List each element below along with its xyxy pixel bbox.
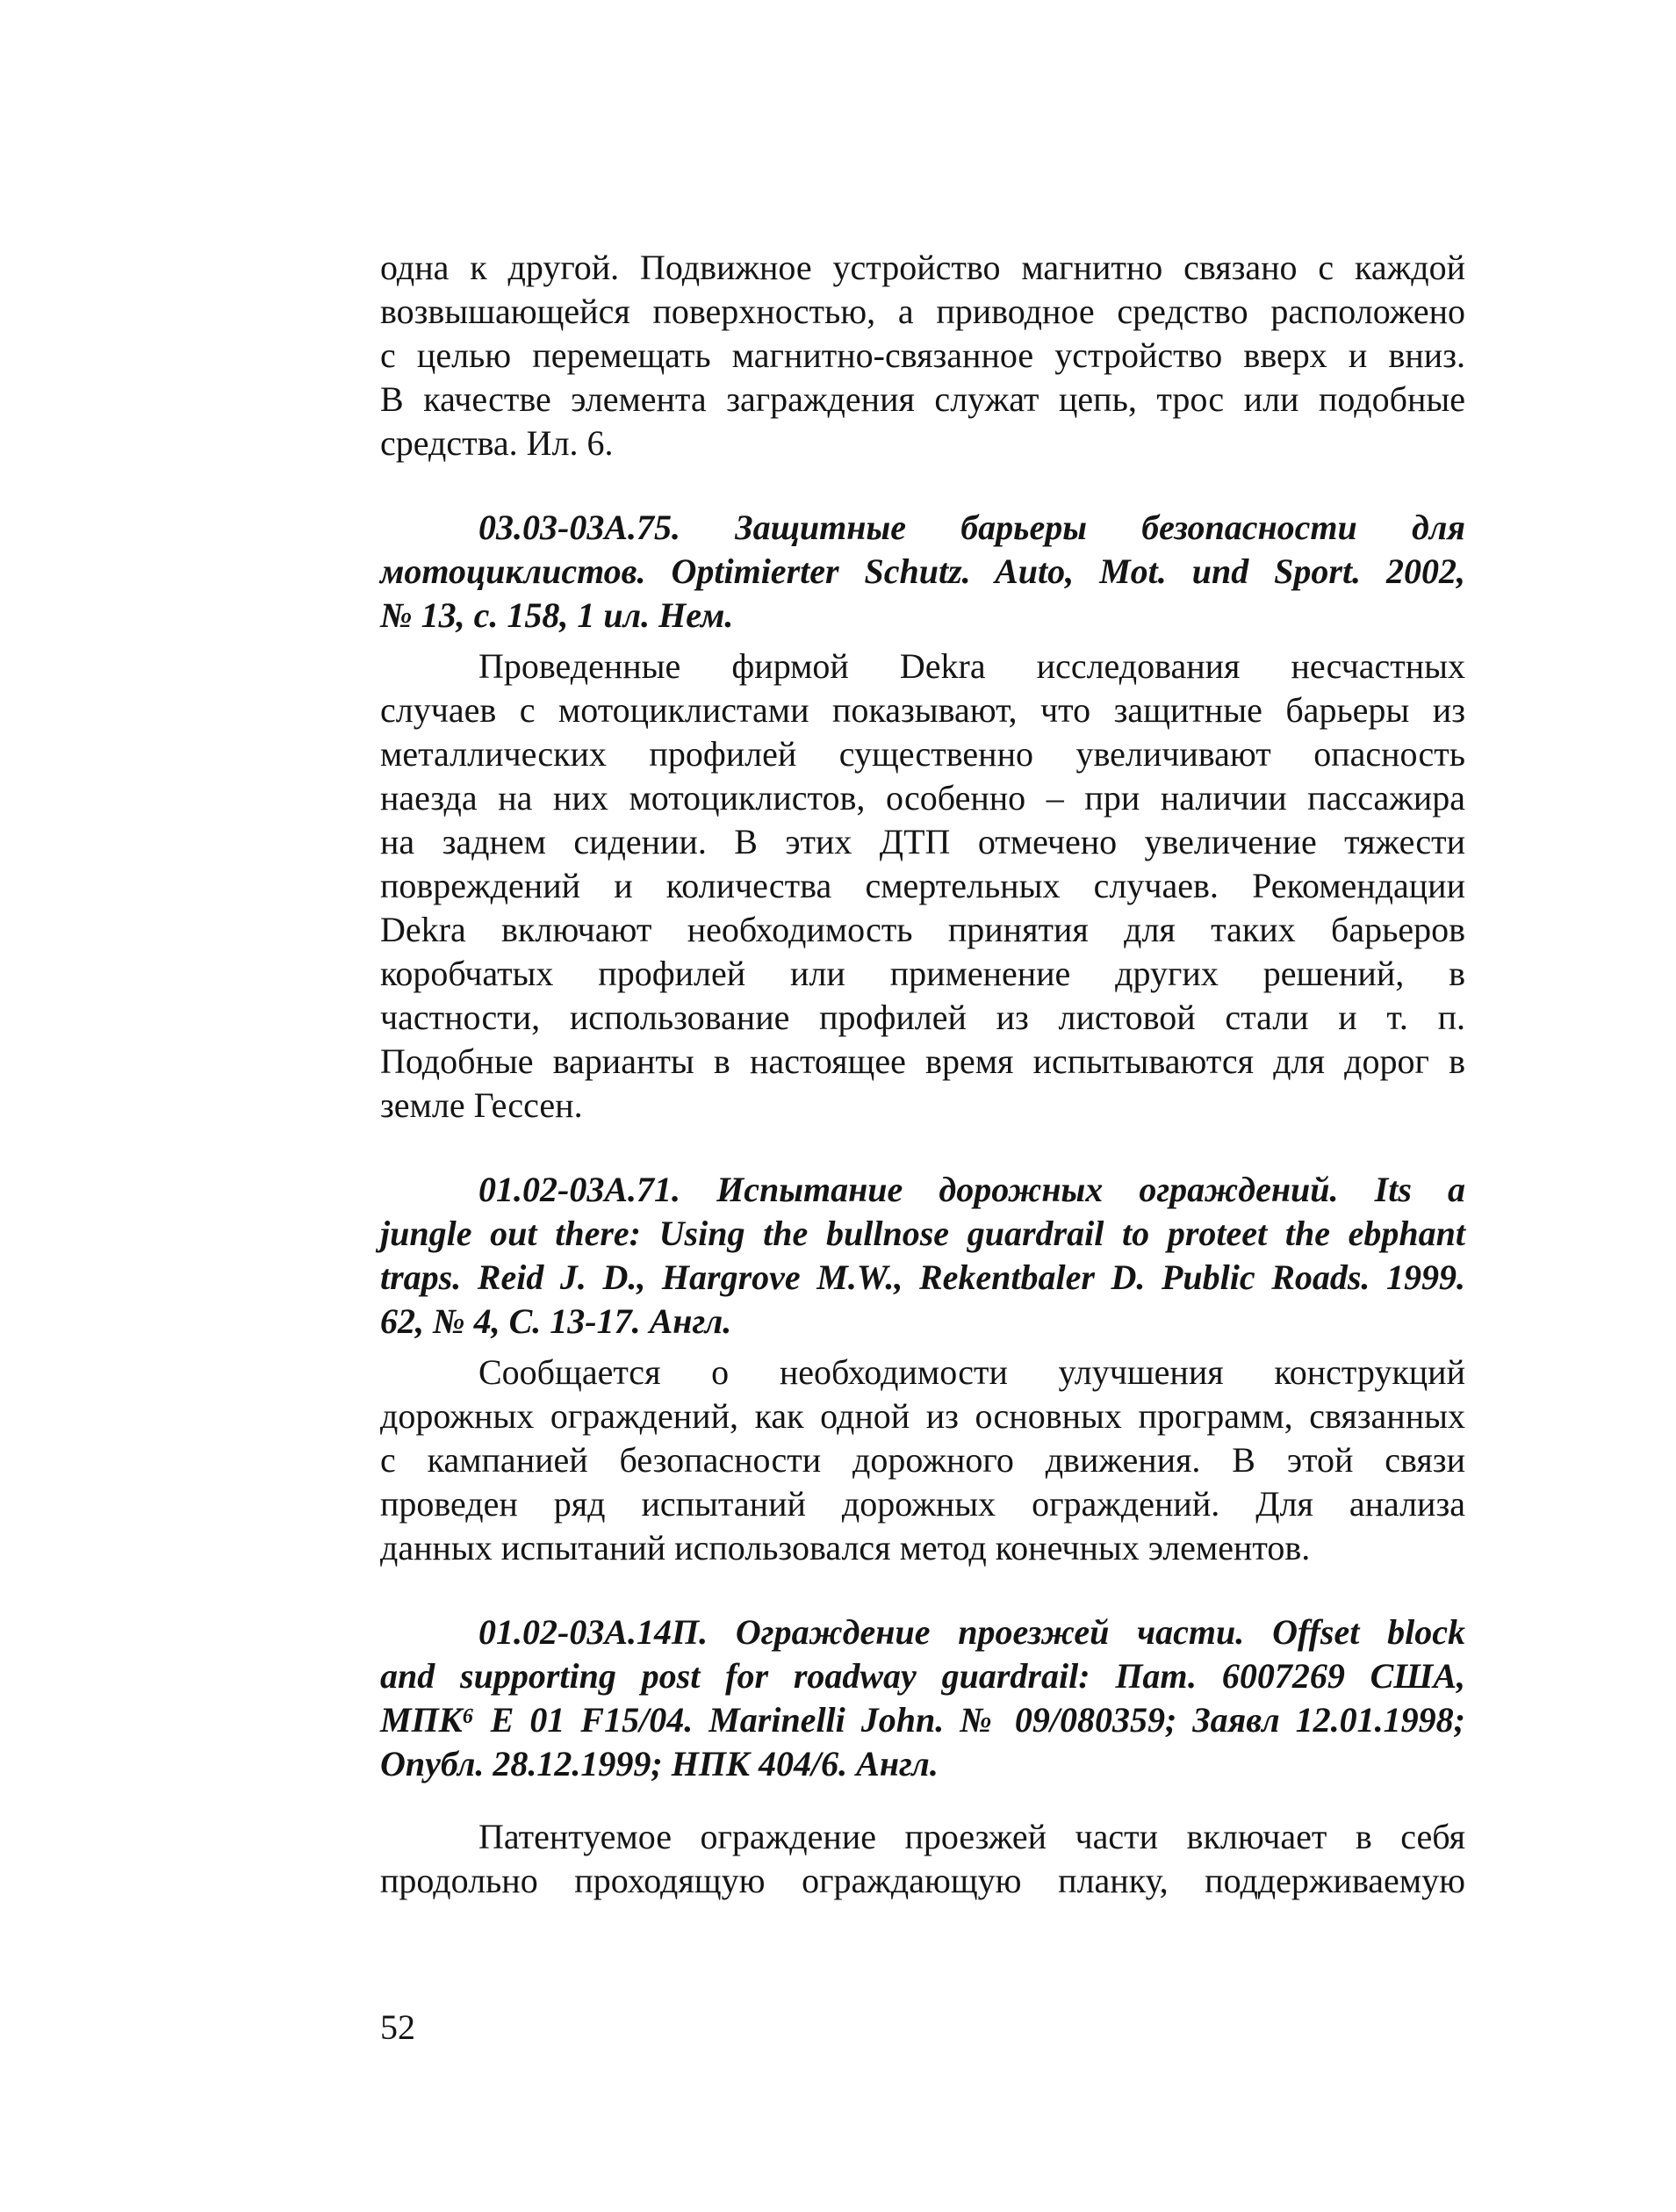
heading-line: МПК⁶ Е 01 F15/04. Marinelli John. № 09/080359; Заявл 12.01.1998;	[380, 1700, 1465, 1740]
entry-heading	[380, 506, 1465, 638]
heading-line: 01.02-03А.14П. Ограждение проезжей части. Offset block	[478, 1612, 1465, 1652]
text-line: на заднем сидении. В этих ДТП отмечено увеличение тяжести	[380, 822, 1465, 861]
heading-line: Опубл. 28.12.1999; НПК 404/6. Англ.	[380, 1744, 939, 1783]
text-line: Подобные варианты в настоящее время испытываются для дорог в	[380, 1041, 1465, 1081]
text-line: возвышающейся поверхностью, а приводное средство расположено	[380, 292, 1465, 331]
text-line: проведен ряд испытаний дорожных ограждений. Для анализа	[380, 1484, 1465, 1524]
text-line: с целью перемещать магнитно-связанное устройство вверх и вниз.	[380, 335, 1465, 375]
text-line: повреждений и количества смертельных случаев. Рекомендации	[380, 866, 1465, 905]
heading-line: jungle out there: Using the bullnose guardrail to proteet the ebphant	[380, 1214, 1465, 1253]
text-line: Dekra включают необходимость принятия для таких барьеров	[380, 910, 1465, 949]
entry-abstract	[380, 1815, 1465, 1903]
heading-line: and supporting post for roadway guardrail: Пат. 6007269 США,	[380, 1656, 1465, 1696]
heading-line: мотоциклистов. Optimierter Schutz. Auto, Mot. und Sport. 2002,	[380, 551, 1465, 591]
text-line: данных испытаний использовался метод конечных элементов.	[380, 1528, 1311, 1567]
heading-line: 62, № 4, С. 13-17. Англ.	[380, 1301, 732, 1341]
entry-heading	[380, 1610, 1465, 1786]
text-line: одна к другой. Подвижное устройство магнитно связано с каждой	[380, 248, 1465, 287]
text-line: Проведенные фирмой Dekra исследования несчастных	[478, 646, 1465, 686]
text-line: коробчатых профилей или применение других решений, в	[380, 954, 1465, 993]
text-line: частности, использование профилей из листовой стали и т. п.	[380, 998, 1465, 1037]
text-line: средства. Ил. 6.	[380, 423, 614, 463]
entry-heading	[380, 1168, 1465, 1344]
text-line: Патентуемое ограждение проезжей части включает в себя	[478, 1817, 1465, 1856]
heading-line: № 13, с. 158, 1 ил. Нем.	[380, 595, 734, 635]
text-line: наезда на них мотоциклистов, особенно – при наличии пассажира	[380, 778, 1465, 818]
entry-abstract	[380, 1351, 1465, 1570]
heading-line: 03.03-03А.75. Защитные барьеры безопасности для	[478, 508, 1465, 547]
text-line: продольно проходящую ограждающую планку, поддерживаемую	[380, 1861, 1465, 1900]
entry-abstract	[380, 645, 1465, 1128]
text-line: В качестве элемента заграждения служат цепь, трос или подобные	[380, 379, 1465, 419]
heading-line: 01.02-03А.71. Испытание дорожных ограждений. Its a	[478, 1170, 1465, 1209]
heading-line: traps. Reid J. D., Hargrove M.W., Rekentbaler D. Public Roads. 1999.	[380, 1257, 1465, 1297]
text-line: металлических профилей существенно увеличивают опасность	[380, 734, 1465, 774]
text-line: Сообщается о необходимости улучшения конструкций	[478, 1352, 1465, 1392]
page-number: 52	[380, 2007, 415, 2047]
text-line: земле Гессен.	[380, 1085, 583, 1125]
intro-paragraph	[380, 246, 1465, 465]
document-page	[380, 246, 1465, 1903]
text-line: с кампанией безопасности дорожного движения. В этой связи	[380, 1440, 1465, 1480]
text-line: дорожных ограждений, как одной из основных программ, связанных	[380, 1396, 1465, 1436]
text-line: случаев с мотоциклистами показывают, что защитные барьеры из	[380, 690, 1465, 730]
